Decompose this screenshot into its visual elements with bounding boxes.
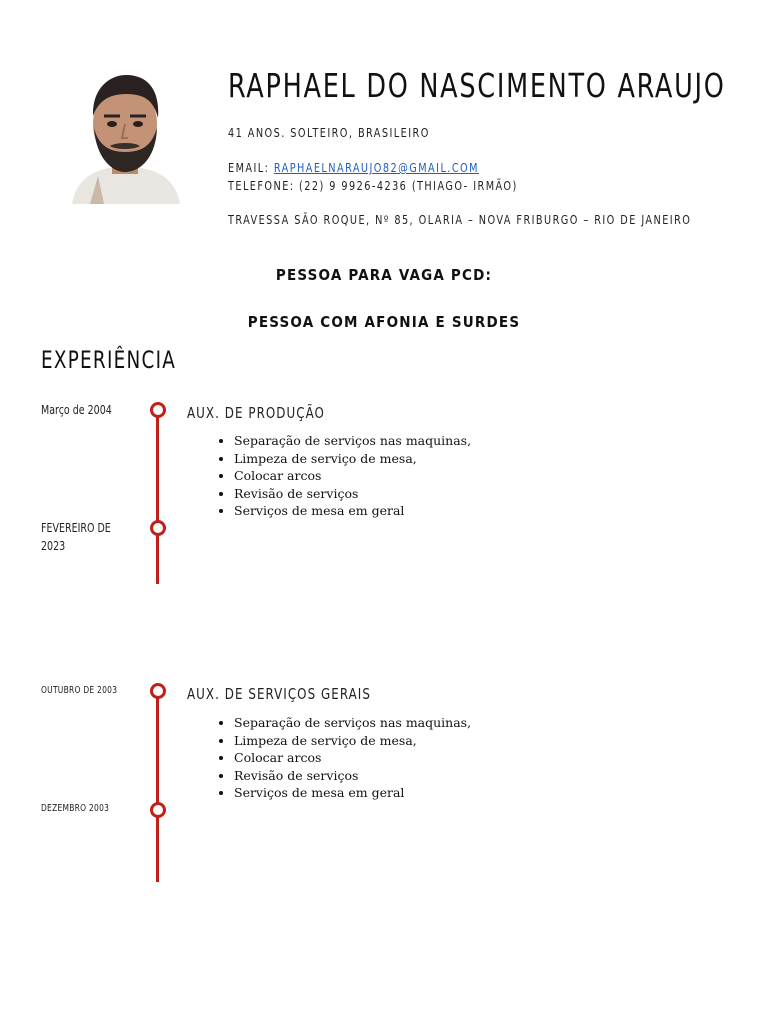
section-title-experience: EXPERIÊNCIA: [41, 346, 177, 374]
pcd-notice: PESSOA PARA VAGA PCD:: [275, 266, 493, 284]
job-title: AUX. DE PRODUÇÃO: [187, 404, 325, 422]
list-item: • Limpeza de serviço de mesa,: [234, 450, 471, 468]
job-start-date: OUTUBRO DE 2003: [41, 685, 118, 696]
list-item: • Colocar arcos: [234, 467, 471, 485]
job-title: AUX. DE SERVIÇOS GERAIS: [187, 685, 371, 703]
job-end-date: FEVEREIRO DE 2023: [41, 521, 111, 553]
task-list: [212, 432, 471, 520]
timeline-line: [156, 692, 159, 882]
list-item: • Serviços de mesa em geral: [234, 784, 471, 802]
list-item: • Separação de serviços nas maquinas,: [234, 714, 471, 732]
timeline-dot: [150, 520, 166, 536]
pcd-condition: PESSOA COM AFONIA E SURDES: [247, 313, 521, 331]
personal-details: 41 ANOS. SOLTEIRO, BRASILEIRO: [228, 126, 430, 140]
list-item: • Separação de serviços nas maquinas,: [234, 432, 471, 450]
address-line: TRAVESSA SÃO ROQUE, Nº 85, OLARIA – NOVA FRIBURGO – RIO DE JANEIRO: [228, 213, 692, 227]
list-item: • Limpeza de serviço de mesa,: [234, 732, 471, 750]
email-line: [228, 161, 479, 175]
timeline-dot: [150, 683, 166, 699]
timeline-dot: [150, 402, 166, 418]
job-start-date: Março de 2004: [41, 403, 112, 417]
task-list: [212, 714, 471, 802]
list-item: • Revisão de serviços: [234, 767, 471, 785]
timeline-dot: [150, 802, 166, 818]
email-link[interactable]: RAPHAELNARAUJO82@GMAIL.COM: [273, 161, 479, 175]
job-end-date: DEZEMBRO 2003: [41, 803, 110, 814]
email-label: EMAIL:: [228, 161, 274, 175]
list-item: • Colocar arcos: [234, 749, 471, 767]
phone-line: TELEFONE: (22) 9 9926-4236 (THIAGO- IRMÃO): [228, 179, 518, 193]
list-item: • Revisão de serviços: [234, 485, 471, 503]
candidate-name: RAPHAEL DO NASCIMENTO ARAUJO: [228, 66, 726, 105]
timeline-line: [156, 410, 159, 584]
profile-photo: [68, 72, 182, 204]
list-item: • Serviços de mesa em geral: [234, 502, 471, 520]
